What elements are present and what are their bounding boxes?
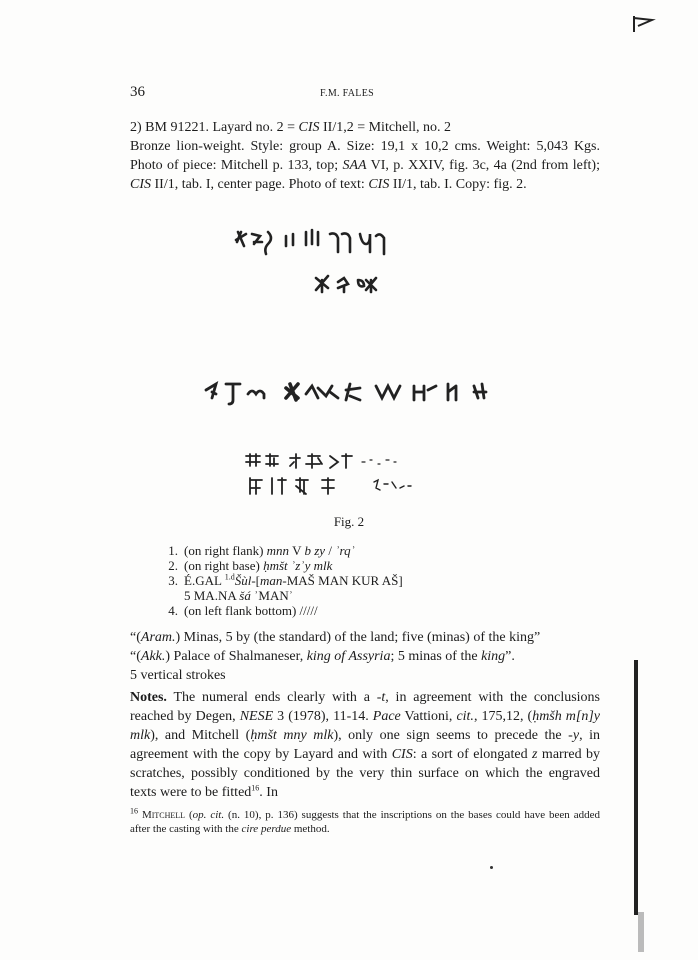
list-item: 2. (on right base) ḥmšt ʾzʾy mlk — [168, 558, 333, 573]
translation-akkadian: “(Akk.) Palace of Shalmaneser, king of Assyria; 5 minas of the king”. — [130, 649, 515, 664]
list-item: 4. (on left flank bottom) ///// — [168, 603, 318, 618]
scan-corner-mark — [630, 12, 660, 36]
aramaic-inscription-line-1 — [0, 218, 698, 258]
list-item: 3. É.GAL $^{1.d}$Šùl-[man-MAŠ MAN KUR AŠ] — [168, 572, 403, 588]
aramaic-glyphs-3 — [0, 372, 698, 408]
figure-caption: Fig. 2 — [333, 514, 365, 529]
transcription-list — [160, 543, 403, 618]
list-item: 1. (on right flank) mnn V b zy / ʾrqʾ — [168, 543, 355, 558]
footnote: $^{16}$ Mitchell (op. cit. (n. 10), p. 136) suggests that the inscriptions on the bases could have been added after the casting with the cire perdue method. — [130, 806, 600, 835]
running-head: F.M. FALES — [320, 88, 374, 99]
entry-paragraph — [130, 118, 600, 194]
cuneiform-glyphs — [0, 448, 698, 504]
aramaic-inscription-line-2 — [0, 268, 698, 298]
aramaic-glyphs-1 — [0, 218, 698, 258]
page-number: 36 — [130, 84, 145, 100]
list-item: 5 MA.NA šá ʾMANʾ — [184, 588, 294, 603]
scan-edge-line — [634, 660, 638, 915]
aramaic-inscription-line-3 — [0, 372, 698, 408]
translation-strokes: 5 vertical strokes — [130, 668, 226, 683]
footnote-ref: 16 — [251, 783, 260, 793]
entry-heading: 2) BM 91221. Layard no. 2 = CIS II/1,2 = Mitchell, no. 2 — [130, 120, 452, 135]
notes-label: Notes. — [130, 690, 167, 705]
notes-paragraph: Notes. The numeral ends clearly with a -t, in agreement with the conclusions reached by Degen, NESE 3 (1978), 11-14. Pace Vattioni, cit., 175,12, (ḥmšh m[n]y mlk), and Mitchell (ḥmšt mny mlk), only one sign seems to precede the -y, in agreement with the copy by Layard and with CIS: a sort of elongated z marred by scratches, possibly conditioned by the very thin surface on which the engraved texts were to be fitted$^{16}$. In — [130, 690, 601, 800]
aramaic-glyphs-2 — [0, 268, 698, 298]
entry-description: Bronze lion-weight. Style: group A. Size: 19,1 x 10,2 cms. Weight: 5,043 Kgs. Photo of piece: Mitchell p. 133, top; SAA VI, p. XXIV, fig. 3c, 4a (2nd from left); CIS II/1, tab. I, center page. Photo of text: CIS II/1, tab. I. Copy: fig. 2. — [130, 139, 600, 192]
cuneiform-inscription — [0, 448, 698, 504]
scan-speck — [490, 866, 493, 869]
translation-aramaic: “(Aram.) Minas, 5 by (the standard) of the land; five (minas) of the king” — [130, 630, 541, 645]
scan-edge-smudge — [638, 912, 644, 952]
translation — [130, 628, 600, 685]
